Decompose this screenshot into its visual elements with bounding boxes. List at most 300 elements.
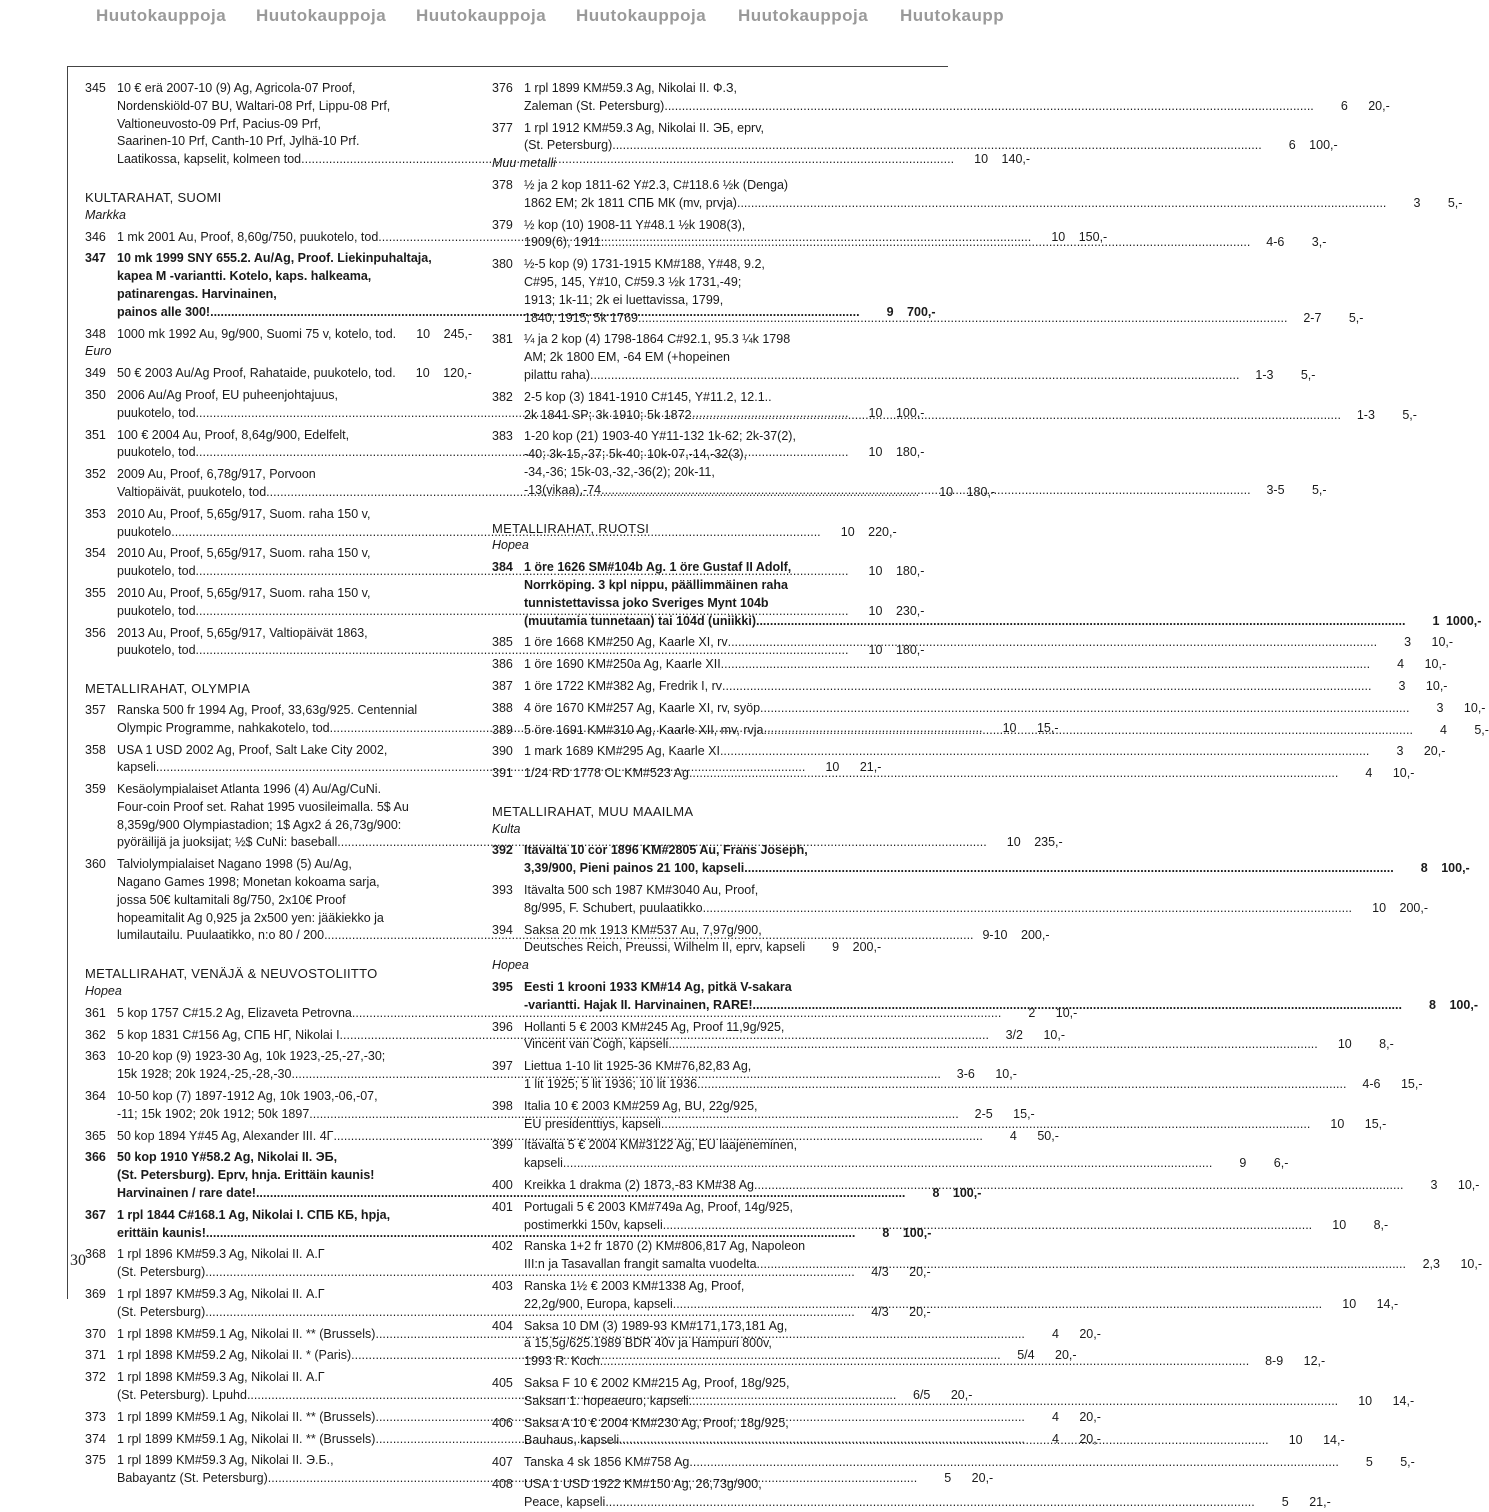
- condition-grade: 1: [1432, 613, 1440, 628]
- description-line: á 15,5g/625.1989 BDR 40v ja Hampuri 800v,: [524, 1336, 772, 1351]
- description-line: 1 lit 1925; 5 lit 1936; 10 lit 1936: [524, 1077, 698, 1092]
- lot-entry: [85, 326, 471, 344]
- starting-price: 5,-: [1402, 407, 1417, 422]
- description-line: 2k 1841 SP; 3k 1910; 5k 1872: [524, 407, 692, 422]
- header-word: Huutokauppoja: [96, 6, 227, 25]
- description-line: Saksa 10 DM (3) 1989-93 KM#171,173,181 Ag,: [524, 1318, 788, 1333]
- lot-number: 392: [492, 843, 513, 858]
- description-line: 10-50 kop (7) 1897-1912 Ag, 10k 1903,-06,-07,: [117, 1089, 378, 1104]
- leader-dots: [763, 722, 1412, 740]
- starting-price: 180,-: [895, 564, 925, 579]
- starting-price: 235,-: [1034, 835, 1063, 850]
- section-heading: METALLIRAHAT, RUOTSI: [492, 520, 650, 536]
- description-line: Vincent van Cogh, kapseli: [524, 1037, 669, 1052]
- condition-grade: 4/3: [871, 1265, 889, 1280]
- condition-grade: 10: [868, 445, 883, 460]
- starting-price: 10,-: [1424, 657, 1447, 672]
- description-line: 50 € 2003 Au/Ag Proof, Rahataide, puukotelo, tod.: [117, 366, 396, 381]
- lot-entry: [492, 1098, 1387, 1134]
- condition-grade: 4: [1365, 766, 1373, 781]
- lot-number: 349: [85, 366, 106, 381]
- starting-price: 140,-: [1001, 152, 1031, 167]
- description-line: ½ ja 2 kop 1811-62 Y#2.3, C#118.6 ½k (Denga): [524, 177, 789, 192]
- lot-entry: [492, 678, 1448, 696]
- lot-last-line: [524, 98, 1390, 116]
- description-line: 10-20 kop (9) 1923-30 Ag, 10k 1923,-25,-27,-30;: [117, 1049, 386, 1064]
- starting-price: 20,-: [1079, 1326, 1101, 1341]
- lot-entry: [492, 882, 1429, 918]
- starting-price: 10,-: [1425, 678, 1448, 693]
- starting-price: 20,-: [909, 1265, 931, 1280]
- lot-description: [524, 177, 1463, 213]
- description-line: Hollanti 5 € 2003 KM#245 Ag, Proof 11,9g/925,: [524, 1019, 785, 1034]
- condition-grade: 10: [868, 405, 883, 420]
- description-line: 2010 Au, Proof, 5,65g/917, Suom. raha 150 v,: [117, 506, 371, 521]
- description-line: 1000 mk 1992 Au, 9g/900, Suomi 75 v, kotelo, tod.: [117, 326, 397, 341]
- leader-dots: [689, 1454, 1338, 1472]
- description-line: 1 rpl 1899 KM#59.1 Ag, Nikolai II. ** (Brussels): [117, 1431, 376, 1446]
- condition-grade: 10: [974, 152, 989, 167]
- description-line: 5 öre 1691 KM#310 Ag, Kaarle XII, mv, rvja: [524, 722, 764, 737]
- lot-last-line: [524, 678, 1448, 696]
- leader-dots: [689, 765, 1338, 783]
- subsection-heading: Markka: [85, 207, 126, 222]
- description-line: -11; 15k 1902; 20k 1912; 50k 1897: [117, 1106, 310, 1121]
- description-line: puukotelo, tod.: [117, 564, 200, 579]
- lot-last-line: [524, 997, 1478, 1015]
- condition-grade: 4: [1439, 722, 1447, 737]
- lot-entry: [492, 331, 1316, 384]
- lot-description: [524, 882, 1429, 918]
- section-heading: METALLIRAHAT, VENÄJÄ & NEUVOSTOLIITTO: [85, 966, 378, 982]
- starting-price: 20,-: [1055, 1348, 1077, 1363]
- leader-dots: [722, 678, 1371, 696]
- condition-grade: 10: [1372, 900, 1387, 915]
- leader-dots: [601, 234, 1250, 252]
- condition-grade: 5: [944, 1471, 952, 1486]
- lot-last-line: [524, 656, 1447, 674]
- lot-description: [117, 1005, 1078, 1023]
- description-line: Saksa A 10 € 2004 KM#230 Ag, Proof, 18g/925,: [524, 1415, 789, 1430]
- starting-price: 700,-: [907, 304, 936, 319]
- condition-grade: 10: [1358, 1393, 1373, 1408]
- description-line: kapea M -variantti. Kotelo, kaps. halkeama,: [117, 269, 372, 284]
- starting-price: 1000,-: [1445, 613, 1482, 628]
- lot-number: 348: [85, 326, 106, 341]
- subsection-heading: Muu metalli: [492, 156, 556, 171]
- description-line: tunnistettavissa joko Sveriges Mynt 104b: [524, 595, 769, 610]
- description-line: (St. Petersburg): [117, 1304, 206, 1319]
- header-word: Huutokauppoja: [738, 6, 869, 25]
- description-line: EU presidenttiys, kapseli: [524, 1116, 661, 1131]
- lot-number: 372: [85, 1370, 106, 1385]
- description-line: ½ kop (10) 1908-11 Y#48.1 ½k 1908(3),: [524, 217, 746, 232]
- condition-grade: 3: [1398, 678, 1406, 693]
- starting-price: 150,-: [1078, 229, 1108, 244]
- lot-number: 346: [85, 229, 106, 244]
- lot-last-line: [524, 1494, 1331, 1512]
- condition-grade: 4: [1009, 1128, 1017, 1143]
- description-line: USA 1 USD 1922 KM#150 Ag, 26,73g/900,: [524, 1476, 762, 1491]
- lot-number: 398: [492, 1098, 513, 1113]
- lot-last-line: [524, 367, 1316, 385]
- starting-price: 100,-: [902, 1225, 932, 1240]
- condition-grade: 4: [1051, 1409, 1059, 1424]
- description-line: Saksa 20 mk 1913 KM#537 Au, 7,97g/900,: [524, 922, 762, 937]
- condition-grade: 2-5: [974, 1106, 993, 1121]
- starting-price: 200,-: [1021, 928, 1050, 943]
- lot-last-line: [524, 195, 1463, 213]
- lot-number: 375: [85, 1453, 106, 1468]
- starting-price: 5,-: [1311, 482, 1327, 497]
- lot-last-line: [524, 743, 1446, 761]
- lot-last-line: [117, 1304, 931, 1322]
- header-word: Huutokauppoja: [576, 6, 707, 25]
- lot-entry: [85, 365, 471, 383]
- description-line: 15k 1928; 20k 1924,-25,-28,-30: [117, 1067, 292, 1082]
- lot-number: 352: [85, 467, 106, 482]
- starting-price: 15,-: [1364, 1116, 1387, 1131]
- lot-last-line: [524, 1155, 1289, 1173]
- starting-price: 100,-: [895, 405, 925, 420]
- lot-description: [117, 326, 471, 344]
- description-line: 1-20 kop (21) 1903-40 Y#11-132 1k-62; 2k-37(2),: [524, 429, 796, 444]
- description-line: postimerkki 150v, kapseli: [524, 1217, 663, 1232]
- description-line: Valtiopäivät, puukotelo, tod.: [117, 484, 270, 499]
- condition-grade: 2-7: [1303, 310, 1322, 325]
- description-line: 1 rpl 1912 KM#59.3 Ag, Nikolai II. ЭБ, eprv,: [524, 120, 764, 135]
- condition-grade: 3-6: [956, 1067, 975, 1082]
- lot-entry: [492, 979, 1478, 1015]
- condition-grade: 6: [1288, 138, 1296, 153]
- description-line: 1 rpl 1897 KM#59.3 Ag, Nikolai II. А.Г: [117, 1287, 325, 1302]
- condition-grade: 2,3: [1422, 1257, 1440, 1272]
- starting-price: 10,-: [1043, 1027, 1065, 1042]
- starting-price: 230,-: [895, 603, 925, 618]
- condition-grade: 3-5: [1266, 482, 1285, 497]
- description-line: 1 rpl 1844 C#168.1 Ag, Nikolai I. СПБ КБ, hpja,: [117, 1207, 391, 1222]
- description-line: Ranska 1+2 fr 1870 (2) KM#806,817 Ag, Napoleon: [524, 1239, 806, 1254]
- description-line: 1 rpl 1899 KM#59.1 Ag, Nikolai II. ** (Brussels): [117, 1409, 376, 1424]
- description-line: 100 € 2004 Au, Proof, 8,64g/900, Edelfelt,: [117, 427, 350, 442]
- lot-number: 399: [492, 1138, 513, 1153]
- lot-description: [524, 1415, 1345, 1451]
- lot-last-line: [524, 900, 1429, 918]
- lot-entry: [492, 177, 1463, 213]
- description-line: -40; 3k-15,-37; 5k-40; 10k-07,-14,-32(3),: [524, 447, 748, 462]
- description-line: 4 öre 1670 KM#257 Ag, Kaarle XI, rv, syöp: [524, 700, 761, 715]
- starting-price: 100,-: [952, 1186, 982, 1201]
- lot-description: [524, 331, 1316, 384]
- lot-description: [524, 1137, 1289, 1173]
- lot-number: 360: [85, 857, 106, 872]
- lot-last-line: [524, 613, 1482, 631]
- condition-grade: 10: [868, 643, 883, 658]
- description-line: Bauhaus, kapseli: [524, 1433, 620, 1448]
- lot-entry: [492, 700, 1486, 718]
- condition-grade: 1-3: [1255, 367, 1274, 382]
- condition-grade: 10: [868, 564, 883, 579]
- lot-number: 386: [492, 657, 513, 672]
- leader-dots: [600, 1353, 1249, 1371]
- description-line: Saksa F 10 € 2002 KM#215 Ag, Proof, 18g/925,: [524, 1376, 790, 1390]
- starting-price: 20,-: [1079, 1431, 1101, 1446]
- starting-price: 20,-: [1079, 1409, 1101, 1424]
- description-line: Talviolympialaiset Nagano 1998 (5) Au/Ag,: [117, 857, 352, 872]
- lot-number: 367: [85, 1207, 106, 1222]
- lot-entry: [492, 743, 1446, 761]
- lot-number: 366: [85, 1150, 106, 1165]
- subsection-heading: Hopea: [492, 538, 529, 553]
- header-word: Huutokaupp: [900, 6, 1005, 25]
- leader-dots: [754, 1177, 1403, 1195]
- lot-number: 356: [85, 625, 106, 640]
- starting-price: 5,-: [1348, 310, 1364, 325]
- starting-price: 20,-: [909, 1304, 931, 1319]
- lot-number: 403: [492, 1279, 513, 1294]
- lot-number: 404: [492, 1318, 513, 1333]
- leader-dots: [756, 613, 1405, 631]
- condition-grade: 5/4: [1017, 1348, 1035, 1363]
- starting-price: 14,-: [1376, 1296, 1399, 1311]
- description-line: 1909(6), 1911: [524, 235, 601, 250]
- condition-grade: 6: [1340, 98, 1348, 113]
- lot-number: 377: [492, 120, 513, 135]
- lot-last-line: [524, 1454, 1415, 1472]
- leader-dots: [692, 407, 1341, 425]
- description-line: 1 öre 1722 KM#382 Ag, Fredrik I, rv: [524, 678, 723, 693]
- starting-price: 5,-: [1447, 195, 1463, 210]
- starting-price: 20,-: [1423, 744, 1446, 759]
- leader-dots: [661, 1116, 1310, 1134]
- subsection-heading: Kulta: [492, 821, 521, 836]
- lot-number: 383: [492, 429, 513, 444]
- description-line: patinarengas. Harvinainen,: [117, 286, 277, 301]
- lot-last-line: [117, 365, 471, 383]
- description-line: -variantti. Hajak II. Harvinainen, RARE!: [524, 997, 753, 1012]
- lot-number: 370: [85, 1326, 106, 1341]
- starting-price: 6,-: [1273, 1156, 1289, 1171]
- description-line: 1840, 1915; 5k 1769: [524, 310, 638, 325]
- starting-price: 14,-: [1392, 1393, 1415, 1408]
- lot-number: 358: [85, 742, 106, 757]
- lot-number: 376: [492, 81, 513, 95]
- lot-last-line: [117, 1005, 1078, 1023]
- lot-number: 393: [492, 883, 513, 898]
- description-line: Zaleman (St. Petersburg): [524, 98, 665, 113]
- description-line: Ranska 1½ € 2003 KM#1338 Ag, Proof,: [524, 1279, 745, 1294]
- description-line: 10 € erä 2007-10 (9) Ag, Agricola-07 Proof,: [117, 81, 356, 95]
- condition-grade: 4/3: [871, 1304, 889, 1319]
- leader-dots: [721, 656, 1370, 674]
- condition-grade: 8: [1420, 861, 1428, 876]
- condition-grade: 9: [886, 304, 894, 319]
- condition-grade: 4: [1051, 1431, 1059, 1446]
- leader-dots: [737, 195, 1386, 213]
- starting-price: 8,-: [1379, 1037, 1394, 1052]
- lot-number: 359: [85, 782, 106, 797]
- starting-price: 5,-: [1400, 1455, 1415, 1470]
- condition-grade: 10: [415, 366, 430, 381]
- description-line: Liettua 1-10 lit 1925-36 KM#76,82,83 Ag,: [524, 1059, 752, 1074]
- starting-price: 200,-: [852, 940, 882, 955]
- starting-price: 180,-: [966, 484, 996, 499]
- description-line: 50 kop 1894 Y#45 Ag, Alexander III. 4Г: [117, 1128, 334, 1143]
- leader-dots: [612, 137, 1261, 155]
- description-line: 1862 EM; 2k 1811 СПБ МК (mv, prvja): [524, 195, 737, 210]
- leader-dots: [703, 900, 1352, 918]
- subsection-heading: Hopea: [85, 984, 122, 999]
- description-line: 2-5 kop (3) 1841-1910 C#145, Y#11.2, 12.1..: [524, 389, 772, 404]
- description-line: puukotelo, tod.: [117, 603, 200, 618]
- description-line: 1 öre 1690 KM#250a Ag, Kaarle XII: [524, 657, 721, 672]
- lot-number: 388: [492, 700, 513, 715]
- lot-number: 373: [85, 1409, 106, 1424]
- condition-grade: 4: [1051, 1326, 1059, 1341]
- condition-grade: 1-3: [1356, 407, 1375, 422]
- lot-number: 357: [85, 702, 106, 717]
- starting-price: 15,-: [1036, 720, 1059, 735]
- description-line: Harvinainen / rare date!: [117, 1186, 256, 1201]
- description-line: jossa 50€ kultamitali 8g/750, 2x10€ Proof: [117, 892, 346, 907]
- leader-dots: [757, 1256, 1406, 1274]
- lot-number: 405: [492, 1376, 513, 1390]
- condition-grade: 3: [1404, 635, 1412, 650]
- condition-grade: 5: [1365, 1455, 1373, 1470]
- lot-number: 400: [492, 1178, 513, 1193]
- description-line: kapseli: [117, 760, 156, 775]
- lot-description: [524, 700, 1486, 718]
- description-line: 5 kop 1757 C#15.2 Ag, Elizaveta Petrovna: [117, 1005, 352, 1020]
- lot-number: 362: [85, 1027, 106, 1042]
- starting-price: 15,-: [1013, 1106, 1035, 1121]
- description-line: 1 rpl 1899 KM#59.3 Ag, Nikolai II. Ф.З,: [524, 81, 737, 95]
- description-line: Deutsches Reich, Preussi, Wilhelm II, eprv, kapseli: [524, 940, 806, 955]
- description-line: 2013 Au, Proof, 5,65g/917, Valtiopäivät 1863,: [117, 625, 368, 640]
- lot-number: 387: [492, 678, 513, 693]
- page-number: 30: [70, 1252, 86, 1269]
- starting-price: 245,-: [443, 326, 473, 341]
- condition-grade: 8: [882, 1225, 890, 1240]
- starting-price: 5,-: [1474, 722, 1489, 737]
- lot-entry: [492, 1058, 1423, 1094]
- condition-grade: 10: [1330, 1116, 1345, 1131]
- leader-dots: [638, 310, 1287, 328]
- lot-number: 408: [492, 1476, 513, 1491]
- description-line: 1/24 RD 1778 OL KM#523 Ag: [524, 766, 689, 781]
- description-line: USA 1 USD 2002 Ag, Proof, Salt Lake City 2002,: [117, 742, 388, 757]
- lot-number: 354: [85, 546, 106, 561]
- subsection-heading: Euro: [85, 344, 112, 359]
- lot-number: 402: [492, 1239, 513, 1254]
- description-line: puukotelo, tod.: [117, 643, 200, 658]
- leader-dots: [605, 1494, 1254, 1512]
- description-line: painos alle 300!: [117, 304, 211, 319]
- lot-description: [524, 80, 1390, 116]
- description-line: erittäin kaunis!: [117, 1225, 206, 1240]
- starting-price: 14,-: [1323, 1433, 1345, 1448]
- starting-price: 10,-: [1055, 1005, 1078, 1020]
- starting-price: 10,-: [1463, 700, 1486, 715]
- lot-entry: [85, 1005, 1078, 1023]
- lot-number: 345: [85, 81, 106, 95]
- leader-dots: [720, 743, 1369, 761]
- condition-grade: 10: [1002, 720, 1017, 735]
- starting-price: 220,-: [868, 524, 897, 539]
- leader-dots: [563, 1155, 1212, 1173]
- starting-price: 3,-: [1311, 235, 1327, 250]
- description-line: 22,2g/900, Europa, kapseli: [524, 1296, 673, 1311]
- condition-grade: 10: [1342, 1296, 1357, 1311]
- leader-dots: [728, 634, 1377, 652]
- description-line: Nordenskiöld-07 BU, Waltari-08 Prf, Lippu-08 Prf,: [117, 98, 391, 113]
- lot-entry: [492, 1137, 1289, 1173]
- description-line: Saarinen-10 Prf, Canth-10 Prf, Jylhä-10 Prf.: [117, 134, 360, 149]
- lot-number: 361: [85, 1005, 106, 1020]
- leader-dots: [619, 1432, 1268, 1450]
- lot-last-line: [524, 137, 1338, 155]
- starting-price: 120,-: [443, 366, 472, 381]
- condition-grade: 10: [939, 484, 954, 499]
- description-line: Itävalta 5 € 2004 KM#3122 Ag, EU laajeneminen,: [524, 1138, 798, 1153]
- description-line: 1 rpl 1898 KM#59.2 Ag, Nikolai II. * (Paris): [117, 1348, 352, 1363]
- description-line: Peace, kapseli: [524, 1494, 606, 1509]
- lot-description: [524, 922, 882, 958]
- lot-number: 379: [492, 217, 513, 232]
- description-line: ¼ ja 2 kop (4) 1798-1864 C#92.1, 95.3 ¼k 1798: [524, 332, 791, 347]
- description-line: Portugali 5 € 2003 KM#749a Ag, Proof, 14g/925,: [524, 1199, 793, 1214]
- description-line: Olympic Programme, nahkakotelo, tod.: [117, 720, 334, 735]
- description-line: 5 kop 1831 C#156 Ag, СПБ НГ, Nikolai I: [117, 1027, 340, 1042]
- description-line: 1 öre 1668 KM#250 Ag, Kaarle XI, rv: [524, 635, 728, 650]
- condition-grade: 3: [1430, 1178, 1438, 1193]
- description-line: Italia 10 € 2003 KM#259 Ag, BU, 22g/925,: [524, 1098, 758, 1113]
- leader-dots: [601, 482, 1250, 500]
- lot-number: 353: [85, 506, 106, 521]
- lot-number: 351: [85, 427, 106, 442]
- lot-number: 347: [85, 251, 106, 266]
- description-line: Ranska 500 fr 1994 Ag, Proof, 33,63g/925. Centennial: [117, 702, 418, 717]
- lot-entry: [492, 656, 1447, 674]
- description-line: -13(vikaa),-74: [524, 482, 602, 497]
- condition-grade: 3: [1436, 700, 1444, 715]
- lot-number: 395: [492, 980, 513, 995]
- description-line: ½-5 kop (9) 1731-1915 KM#188, Y#48, 9.2,: [524, 257, 765, 272]
- lot-last-line: [524, 1116, 1387, 1134]
- lot-number: 407: [492, 1455, 513, 1470]
- leader-dots: [753, 997, 1402, 1015]
- description-line: 2009 Au, Proof, 6,78g/917, Porvoon: [117, 467, 316, 482]
- starting-price: 100,-: [1449, 997, 1478, 1012]
- starting-price: 20,-: [971, 1471, 994, 1486]
- lot-description: [524, 1454, 1415, 1472]
- condition-grade: 10: [416, 326, 431, 341]
- lot-last-line: [524, 860, 1470, 878]
- lot-number: 401: [492, 1199, 513, 1214]
- condition-grade: 10: [1332, 1217, 1347, 1232]
- description-line: 2010 Au, Proof, 5,65g/917, Suom. raha 150 v,: [117, 585, 371, 600]
- header-word: Huutokauppoja: [416, 6, 547, 25]
- description-line: Saksan 1. hopeaeuro, kapseli: [524, 1393, 689, 1408]
- condition-grade: 4-6: [1362, 1077, 1381, 1092]
- lot-number: 396: [492, 1019, 513, 1034]
- condition-grade: 8: [932, 1186, 940, 1201]
- leader-dots: [673, 1296, 1322, 1314]
- description-line: lumilautailu. Puulaatikko, n:o 80 / 200: [117, 928, 325, 943]
- lot-number: 350: [85, 387, 106, 402]
- lot-last-line: [524, 1036, 1394, 1054]
- lot-last-line: [117, 326, 471, 344]
